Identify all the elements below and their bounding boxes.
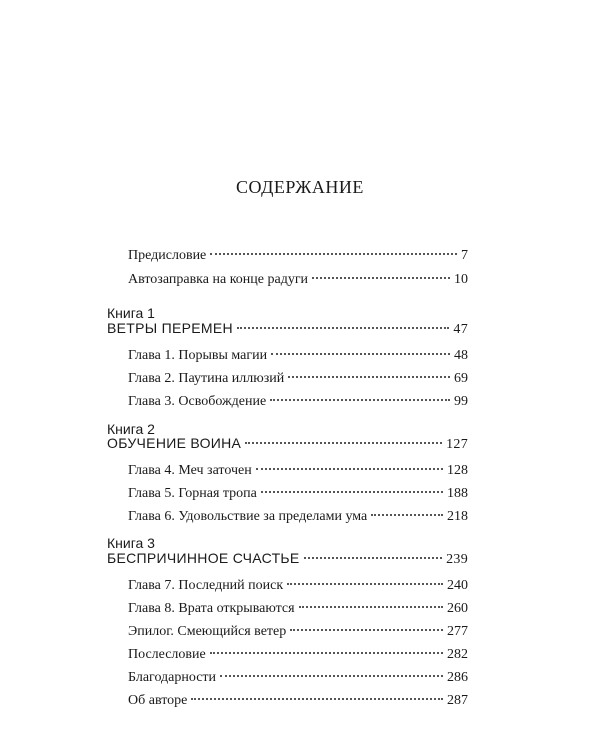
toc-entry-chapter[interactable] <box>128 599 468 619</box>
dot-leader <box>191 698 443 700</box>
toc-entry-chapter[interactable] <box>128 691 468 711</box>
toc-entry-book-1[interactable] <box>107 318 468 340</box>
toc-entry-label: Глава 6. Удовольствие за пределами ума <box>128 509 368 524</box>
toc-entry-book-2[interactable] <box>107 433 468 455</box>
book-title: БЕСПРИЧИННОЕ СЧАСТЬЕ <box>107 550 300 566</box>
dot-leader <box>304 557 443 559</box>
dot-leader <box>220 675 443 677</box>
toc-entry-book-3[interactable] <box>107 548 468 570</box>
toc-entry-page: 10 <box>454 272 468 287</box>
book-title: ВЕТРЫ ПЕРЕМЕН <box>107 320 233 336</box>
book-title: ОБУЧЕНИЕ ВОИНА <box>107 435 242 451</box>
toc-entry-chapter[interactable] <box>128 622 468 642</box>
toc-entry-page: 99 <box>454 394 468 409</box>
dot-leader <box>256 468 443 470</box>
toc-entry-label: Глава 8. Врата открываются <box>128 601 295 616</box>
dot-leader <box>270 399 450 401</box>
toc-entry-page: 286 <box>447 670 468 685</box>
toc-entry-label: Автозаправка на конце радуги <box>128 272 309 287</box>
toc-entry-page: 7 <box>461 248 468 263</box>
toc-entry-page: 188 <box>447 486 468 501</box>
dot-leader <box>299 606 443 608</box>
toc-entry-page: 128 <box>447 463 468 478</box>
book-2-label: Книга 2 <box>107 421 155 437</box>
toc-entry-chapter[interactable] <box>128 576 468 596</box>
toc-entry-page: 239 <box>446 552 468 567</box>
dot-leader <box>288 376 450 378</box>
toc-entry-page: 277 <box>447 624 468 639</box>
toc-entry-page: 127 <box>446 437 468 452</box>
dot-leader <box>245 442 442 444</box>
dot-leader <box>271 353 450 355</box>
toc-entry-page: 260 <box>447 601 468 616</box>
book-3-label: Книга 3 <box>107 535 155 551</box>
dot-leader <box>290 629 443 631</box>
toc-entry-label: Глава 3. Освобождение <box>128 394 267 409</box>
toc-entry-page: 218 <box>447 509 468 524</box>
toc-entry-label: Об авторе <box>128 693 188 708</box>
toc-entry-page: 69 <box>454 371 468 386</box>
toc-entry-label: Послесловие <box>128 647 206 662</box>
toc-entry-page: 240 <box>447 578 468 593</box>
book-1-label: Книга 1 <box>107 305 155 321</box>
dot-leader <box>312 277 450 279</box>
toc-entry-page: 48 <box>454 348 468 363</box>
toc-entry-chapter[interactable] <box>128 668 468 688</box>
toc-entry-label: Глава 5. Горная тропа <box>128 486 257 501</box>
toc-entry-preface[interactable] <box>128 246 468 266</box>
toc-entry-label: Глава 4. Меч заточен <box>128 463 252 478</box>
toc-entry-page: 287 <box>447 693 468 708</box>
toc-entry-page: 282 <box>447 647 468 662</box>
toc-entry-chapter[interactable] <box>128 484 468 504</box>
dot-leader <box>210 652 443 654</box>
toc-entry-chapter[interactable] <box>128 346 468 366</box>
toc-entry-page: 47 <box>453 322 468 337</box>
toc-entry-label: Глава 7. Последний поиск <box>128 578 284 593</box>
dot-leader <box>237 327 449 329</box>
toc-entry-chapter[interactable] <box>128 645 468 665</box>
dot-leader <box>287 583 443 585</box>
toc-entry-chapter[interactable] <box>128 369 468 389</box>
dot-leader <box>210 253 457 255</box>
toc-entry-chapter[interactable] <box>128 392 468 412</box>
dot-leader <box>371 514 443 516</box>
toc-entry-chapter[interactable] <box>128 461 468 481</box>
page-title: СОДЕРЖАНИЕ <box>236 177 364 197</box>
toc-entry-label: Глава 1. Порывы магии <box>128 348 268 363</box>
toc-entry-label: Глава 2. Паутина иллюзий <box>128 371 285 386</box>
toc-entry-chapter[interactable] <box>128 507 468 527</box>
toc-entry-label: Предисловие <box>128 248 207 263</box>
toc-entry-label: Эпилог. Смеющийся ветер <box>128 624 287 639</box>
toc-entry-label: Благодарности <box>128 670 217 685</box>
toc-entry-gas-station[interactable] <box>128 270 468 290</box>
dot-leader <box>261 491 443 493</box>
